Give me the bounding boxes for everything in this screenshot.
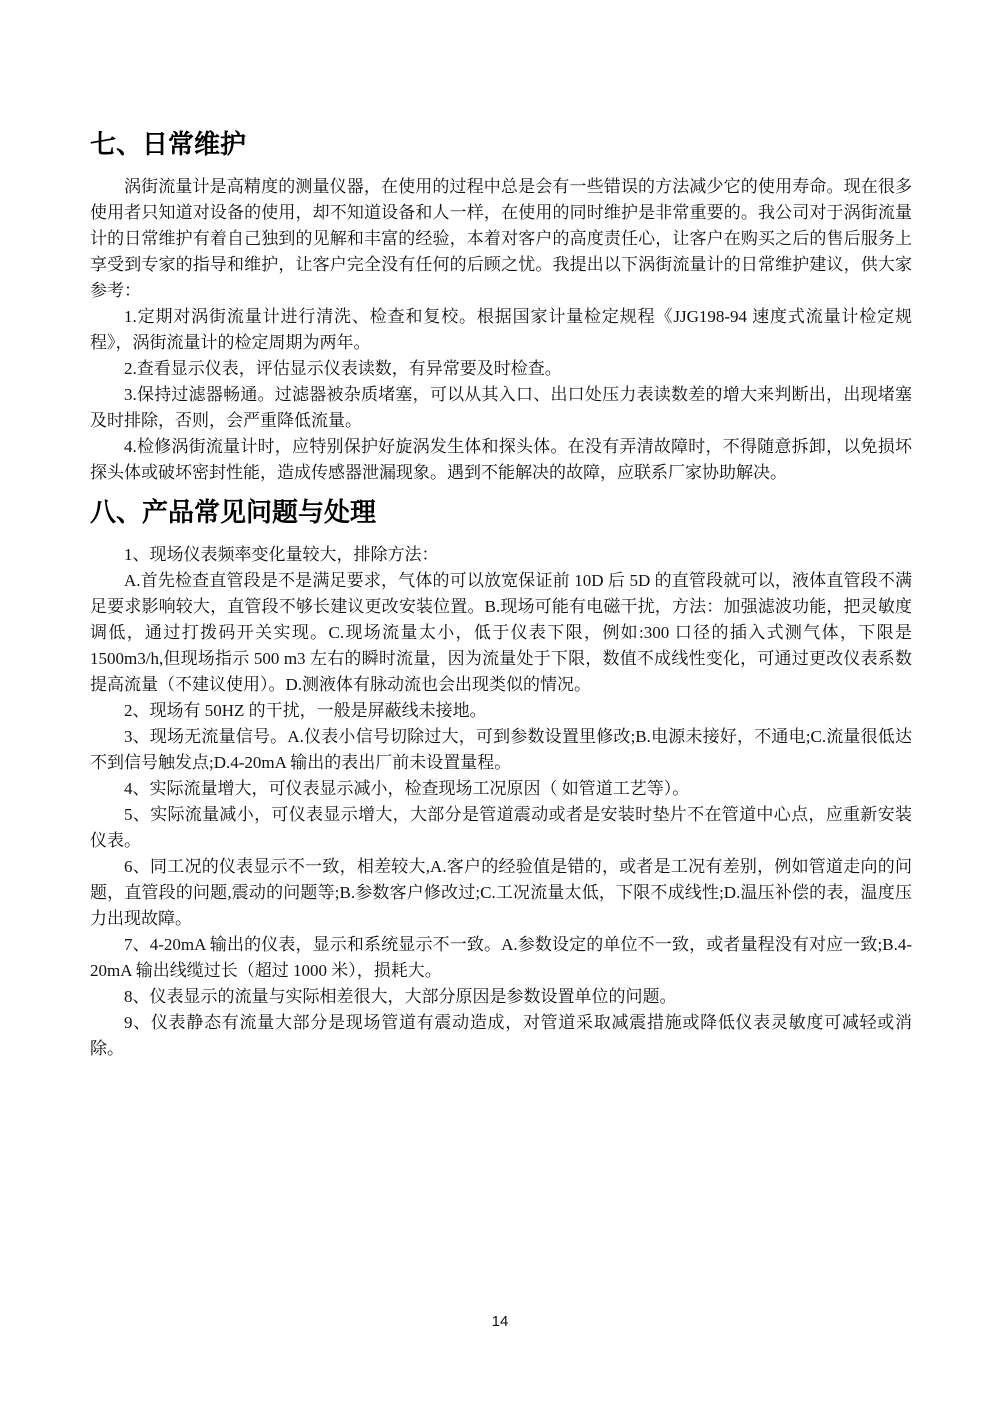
maintenance-step-3: 3.保持过滤器畅通。过滤器被杂质堵塞，可以从其入口、出口处压力表读数差的增大来判断出，出现堵塞及时排除，否则，会严重降低流量。 [90, 385, 912, 430]
problem-item-4: 4、实际流量增大，可仪表显示减小，检查现场工况原因（ 如管道工艺等）。 [124, 779, 690, 798]
problem-item-6: 6、同工况的仪表显示不一致，相差较大,A.客户的经验值是错的，或者是工况有差别，例如管道走向的问题，直管段的问题,震动的问题等;B.参数客户修改过;C.工况流量太低，下限不成线性;D.温压补偿的表，温度压力出现故障。 [90, 857, 912, 928]
maintenance-step-4: 4.检修涡街流量计时，应特别保护好旋涡发生体和探头体。在没有弄清故障时，不得随意拆卸，以免损坏探头体或破坏密封性能，造成传感器泄漏现象。遇到不能解决的故障，应联系厂家协助解决。 [90, 437, 912, 482]
document-content [90, 128, 912, 1062]
problem-item-3: 3、现场无流量信号。A.仪表小信号切除过大，可到参数设置里修改;B.电源未接好，不通电;C.流量很低达不到信号触发点;D.4-20mA 输出的表出厂前未设置量程。 [90, 727, 912, 772]
section-heading-common-problems: 八、产品常见问题与处理 [90, 497, 377, 527]
problem-item-2: 2、现场有 50HZ 的干扰，一般是屏蔽线未接地。 [124, 701, 487, 720]
maintenance-intro-paragraph: 涡街流量计是高精度的测量仪器，在使用的过程中总是会有一些错误的方法减少它的使用寿命。现在很多使用者只知道对设备的使用，却不知道设备和人一样，在使用的同时维护是非常重要的。我公司对于涡街流量计的日常维护有着自己独到的见解和丰富的经验，本着对客户的高度责任心，让客户在购买之后的售后服务上享受到专家的指导和维护，让客户完全没有任何的后顾之忧。我提出以下涡街流量计的日常维护建议，供大家参考： [90, 177, 912, 300]
problem-item-1-solutions: A.首先检查直管段是不是满足要求，气体的可以放宽保证前 10D 后 5D 的直管段就可以，液体直管段不满足要求影响较大，直管段不够长建议更改安装位置。B.现场可能有电磁干扰，方法：加强滤波功能，把灵敏度调低，通过打拨码开关实现。C.现场流量太小，低于仪表下限，例如:300 口径的插入式测气体，下限是 1500m3/h,但现场指示 500 m3 左右的瞬时流量，因为流量处于下限，数值不成线性变化，可通过更改仪表系数提高流量（不建议使用）。D.测液体有脉动流也会出现类似的情况。 [90, 571, 912, 694]
maintenance-step-2: 2.查看显示仪表，评估显示仪表读数，有异常要及时检查。 [124, 359, 562, 378]
maintenance-step-1: 1.定期对涡街流量计进行清洗、检查和复校。根据国家计量检定规程《JJG198-94 速度式流量计检定规程》，涡街流量计的检定周期为两年。 [90, 307, 912, 352]
problem-item-5: 5、实际流量减小，可仪表显示增大，大部分是管道震动或者是安装时垫片不在管道中心点，应重新安装仪表。 [90, 805, 912, 850]
problem-item-8: 8、仪表显示的流量与实际相差很大，大部分原因是参数设置单位的问题。 [124, 987, 677, 1006]
page-number: 14 [491, 1313, 509, 1330]
problem-item-9: 9、仪表静态有流量大部分是现场管道有震动造成，对管道采取减震措施或降低仪表灵敏度可减轻或消除。 [90, 1013, 912, 1058]
problem-item-1: 1、现场仪表频率变化量较大，排除方法： [124, 545, 439, 564]
section-heading-daily-maintenance: 七、日常维护 [90, 129, 247, 159]
problem-item-7: 7、4-20mA 输出的仪表，显示和系统显示不一致。A.参数设定的单位不一致，或者量程没有对应一致;B.4-20mA 输出线缆过长（超过 1000 米），损耗大。 [90, 935, 912, 980]
